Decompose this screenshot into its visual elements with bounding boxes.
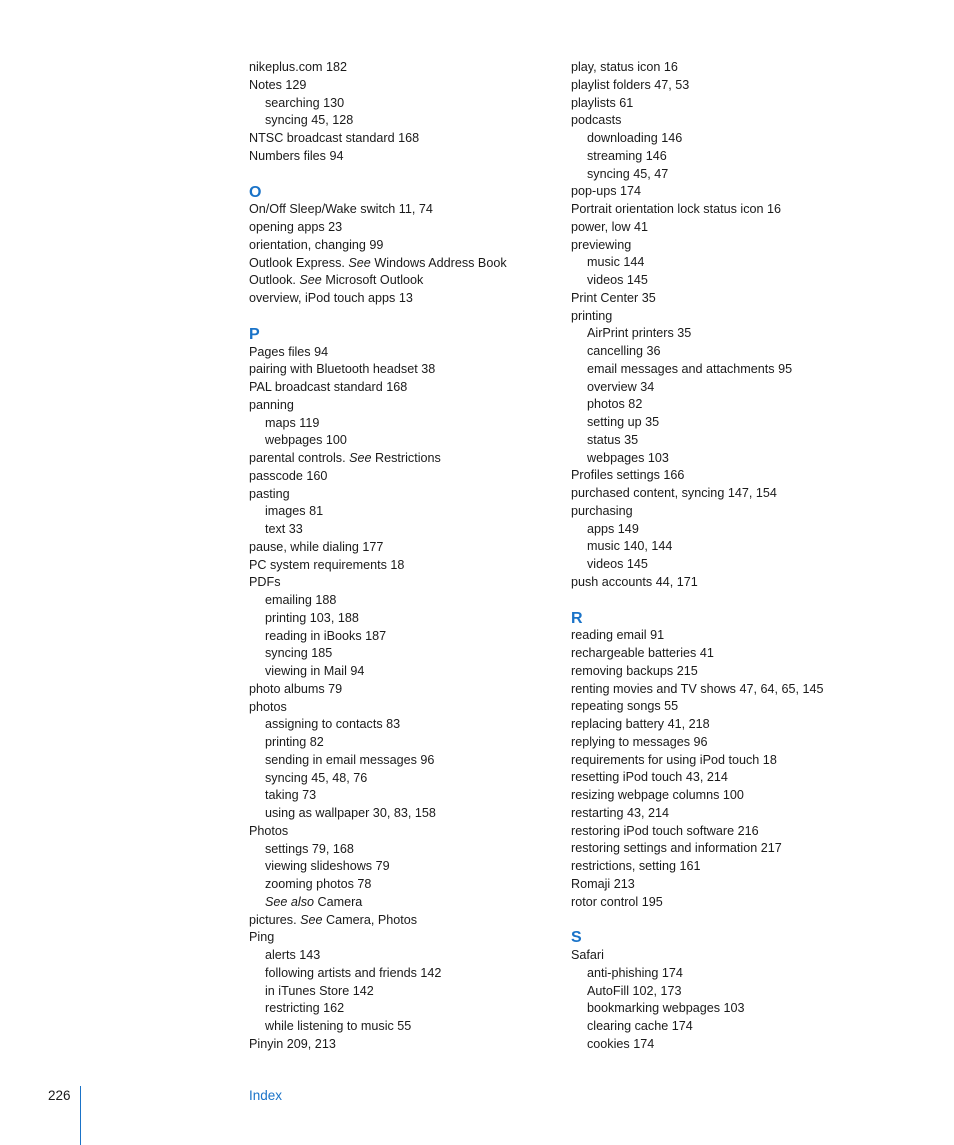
- index-subentry: syncing 45, 128: [265, 113, 354, 128]
- index-entry: Notes 129: [249, 77, 307, 92]
- index-entry: Romaji 213: [571, 876, 635, 891]
- index-subentry: alerts 143: [265, 948, 321, 962]
- index-entry: replying to messages 96: [571, 734, 708, 749]
- index-entry: requirements for using iPod touch 18: [571, 752, 777, 767]
- index-subentry: setting up 35: [587, 415, 660, 429]
- index-entry: pasting: [249, 486, 290, 501]
- index-entry: restrictions, setting 161: [571, 859, 701, 873]
- index-entry: passcode 160: [249, 468, 328, 483]
- footer-section-label: Index: [249, 1088, 283, 1103]
- index-entry: resizing webpage columns 100: [571, 788, 744, 802]
- index-subentry: AirPrint printers 35: [587, 326, 692, 341]
- index-subentry: music 140, 144: [587, 539, 673, 554]
- index-subentry: restricting 162: [265, 1001, 345, 1016]
- index-subentry: status 35: [587, 432, 639, 447]
- index-entry: On/Off Sleep/Wake switch 11, 74: [249, 202, 433, 217]
- index-subentry: cancelling 36: [587, 344, 661, 358]
- index-subentry: using as wallpaper 30, 83, 158: [265, 806, 436, 820]
- index-entry: panning: [249, 397, 294, 412]
- index-subentry: emailing 188: [265, 593, 337, 607]
- index-entry: reading email 91: [571, 628, 665, 643]
- index-entry: rechargeable batteries 41: [571, 646, 714, 660]
- index-column-left: [249, 59, 549, 1054]
- index-subentry: videos 145: [587, 273, 648, 287]
- index-entry: restoring iPod touch software 216: [571, 823, 759, 838]
- index-subentry: syncing 185: [265, 646, 333, 661]
- index-subentry: printing 82: [265, 735, 324, 749]
- index-entry: play, status icon 16: [571, 60, 678, 74]
- index-entry: PAL broadcast standard 168: [249, 380, 408, 394]
- index-subentry: streaming 146: [587, 148, 667, 163]
- index-entry: Photos: [249, 823, 289, 838]
- index-section-letter: R: [571, 609, 583, 627]
- index-subentry: taking 73: [265, 788, 317, 803]
- index-subentry: downloading 146: [587, 131, 683, 145]
- index-entry: PDFs: [249, 575, 281, 590]
- index-entry: restarting 43, 214: [571, 805, 670, 820]
- index-subentry: images 81: [265, 504, 324, 519]
- index-entry: photos: [249, 699, 287, 714]
- index-entry: Print Center 35: [571, 290, 656, 305]
- index-subentry: printing 103, 188: [265, 610, 359, 625]
- page-number: 226: [48, 1088, 71, 1103]
- index-entry: push accounts 44, 171: [571, 574, 698, 589]
- index-subentry: searching 130: [265, 95, 345, 110]
- index-subentry: apps 149: [587, 521, 639, 536]
- index-entry: orientation, changing 99: [249, 237, 384, 252]
- index-entry: pairing with Bluetooth headset 38: [249, 362, 436, 377]
- index-subentry: webpages 100: [265, 433, 347, 448]
- index-entry: renting movies and TV shows 47, 64, 65, 145: [571, 681, 824, 696]
- footer-divider: [80, 1086, 81, 1145]
- index-entry: purchasing: [571, 503, 633, 518]
- index-entry: Outlook Express. See Windows Address Book: [249, 255, 507, 270]
- index-subentry: assigning to contacts 83: [265, 717, 401, 732]
- index-entry: Profiles settings 166: [571, 468, 685, 483]
- index-entry: playlist folders 47, 53: [571, 77, 690, 92]
- index-subentry: overview 34: [587, 379, 655, 394]
- index-subentry: videos 145: [587, 557, 648, 571]
- index-entry: previewing: [571, 237, 632, 252]
- index-column-right: [571, 59, 931, 1054]
- index-subentry: cookies 174: [587, 1036, 655, 1051]
- index-entry: podcasts: [571, 113, 622, 128]
- index-entry: Pinyin 209, 213: [249, 1036, 336, 1051]
- index-subentry: maps 119: [265, 415, 320, 430]
- index-subentry: email messages and attachments 95: [587, 361, 793, 376]
- index-subentry: See also Camera: [265, 894, 363, 909]
- index-subentry: reading in iBooks 187: [265, 628, 387, 643]
- index-subentry: zooming photos 78: [265, 877, 372, 891]
- index-entry: playlists 61: [571, 95, 634, 110]
- index-entry: repeating songs 55: [571, 699, 679, 714]
- index-entry: power, low 41: [571, 219, 649, 234]
- index-subentry: bookmarking webpages 103: [587, 1001, 745, 1016]
- index-entry: Pages files 94: [249, 344, 329, 359]
- index-entry: opening apps 23: [249, 220, 343, 234]
- index-entry: restoring settings and information 217: [571, 841, 782, 856]
- index-entry: pause, while dialing 177: [249, 539, 384, 554]
- index-subentry: settings 79, 168: [265, 841, 354, 856]
- index-subentry: while listening to music 55: [265, 1019, 412, 1033]
- index-section-letter: O: [249, 183, 262, 201]
- index-subentry: AutoFill 102, 173: [587, 983, 682, 998]
- index-section-letter: S: [571, 929, 582, 947]
- index-subentry: syncing 45, 47: [587, 166, 669, 181]
- index-entry: overview, iPod touch apps 13: [249, 291, 413, 305]
- index-entry: Safari: [571, 948, 604, 962]
- index-entry: resetting iPod touch 43, 214: [571, 770, 728, 785]
- index-entry: PC system requirements 18: [249, 557, 405, 572]
- index-entry: NTSC broadcast standard 168: [249, 131, 420, 145]
- index-entry: replacing battery 41, 218: [571, 717, 710, 731]
- index-entry: rotor control 195: [571, 894, 663, 909]
- index-subentry: clearing cache 174: [587, 1019, 693, 1033]
- index-subentry: viewing in Mail 94: [265, 664, 365, 678]
- index-subentry: text 33: [265, 522, 303, 536]
- index-subentry: in iTunes Store 142: [265, 983, 374, 998]
- index-entry: Outlook. See Microsoft Outlook: [249, 273, 424, 288]
- index-entry: pop-ups 174: [571, 184, 642, 199]
- index-entry: parental controls. See Restrictions: [249, 451, 441, 465]
- index-subentry: webpages 103: [587, 450, 669, 465]
- index-subentry: viewing slideshows 79: [265, 859, 390, 874]
- index-entry: pictures. See Camera, Photos: [249, 912, 418, 927]
- index-entry: Numbers files 94: [249, 148, 344, 163]
- index-entry: Portrait orientation lock status icon 16: [571, 202, 782, 216]
- index-entry: printing: [571, 308, 613, 323]
- index-entry: removing backups 215: [571, 663, 698, 678]
- index-entry: nikeplus.com 182: [249, 60, 348, 74]
- index-subentry: sending in email messages 96: [265, 752, 435, 767]
- index-subentry: photos 82: [587, 397, 643, 412]
- index-entry: photo albums 79: [249, 681, 343, 696]
- index-entry: Ping: [249, 930, 275, 945]
- index-section-letter: P: [249, 325, 260, 343]
- index-subentry: syncing 45, 48, 76: [265, 770, 368, 785]
- index-subentry: music 144: [587, 255, 645, 270]
- index-subentry: anti-phishing 174: [587, 965, 683, 980]
- index-entry: purchased content, syncing 147, 154: [571, 486, 777, 500]
- index-subentry: following artists and friends 142: [265, 965, 442, 980]
